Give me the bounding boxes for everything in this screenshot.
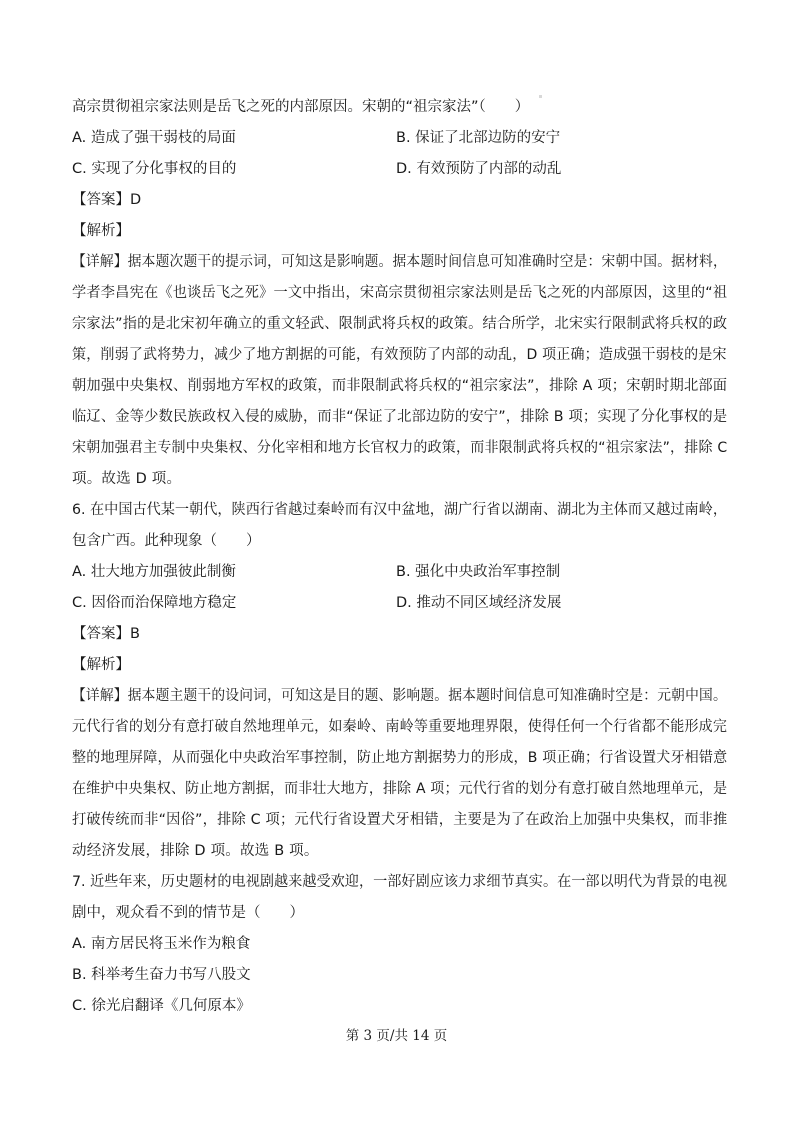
page-footer: 第 3 页/共 14 页 — [345, 1028, 448, 1044]
q5-detail-line: 【详解】据本题次题干的提示词，可知这是影响题。据本题时间信息可知准确时空是：宋朝中国。据材料， — [72, 254, 727, 270]
q6-detail-line: 动经济发展，排除 D 项。故选 B 项。 — [72, 843, 319, 859]
q7-option-a: A. 南方居民将玉米作为粮食 — [72, 936, 251, 952]
q6-option-c: C. 因俗而治保障地方稳定 — [72, 595, 237, 611]
q5-option-d: D. 有效预防了内部的动乱 — [396, 161, 562, 177]
q6-detail-line: 整的地理屏障，从而强化中央政治军事控制，防止地方割据势力的形成，B 项正确；行省设置犬牙相错意 — [72, 750, 728, 766]
q6-option-b: B. 强化中央政治军事控制 — [396, 564, 561, 580]
q5-options-row-2 — [72, 154, 727, 185]
q5-option-b: B. 保证了北部边防的安宁 — [396, 130, 561, 146]
q5-options-row-1 — [72, 123, 727, 154]
q7-stem-line-1: 7. 近些年来，历史题材的电视剧越来越受欢迎，一部好剧应该力求细节真实。在一部以明代为背景的电视 — [72, 874, 727, 890]
q6-answer: 【答案】B — [72, 626, 140, 642]
q5-analysis-label: 【解析】 — [72, 223, 130, 239]
q6-stem-line-1: 6. 在中国古代某一朝代，陕西行省越过秦岭而有汉中盆地，湖广行省以湖南、湖北为主体而又越过南岭， — [72, 502, 727, 518]
q5-detail-line: 学者李昌宪在《也谈岳飞之死》一文中指出，宋高宗贯彻祖宗家法则是岳飞之死的内部原因，这里的“祖 — [72, 285, 728, 301]
q5-detail — [72, 247, 727, 495]
q6-options-row-2 — [72, 588, 727, 619]
q6-detail — [72, 681, 727, 867]
q6-detail-line: 打破传统而非“因俗”，排除 C 项；元代行省设置犬牙相错，主要是为了在政治上加强中央集权，而非推 — [72, 812, 728, 828]
q5-detail-line: 朝加强中央集权、削弱地方军权的政策，而非限制武将兵权的“祖宗家法”，排除 A 项；宋朝时期北部面 — [72, 378, 728, 394]
q6-option-d: D. 推动不同区域经济发展 — [396, 595, 562, 611]
q5-detail-line: 项。故选 D 项。 — [72, 471, 182, 487]
q6-option-a: A. 壮大地方加强彼此制衡 — [72, 564, 236, 580]
q5-stem-line: 高宗贯彻祖宗家法则是岳飞之死的内部原因。宋朝的“祖宗家法”（ ） — [72, 99, 530, 115]
q6-analysis-label: 【解析】 — [72, 657, 130, 673]
q6-detail-line: 【详解】据本题主题干的设问词，可知这是目的题、影响题。据本题时间信息可知准确时空是：元朝中国。 — [72, 688, 727, 704]
q5-detail-line: 宋朝加强君主专制中央集权、分化宰相和地方长官权力的政策，而非限制武将兵权的“祖宗家法”，排除 C — [72, 440, 728, 456]
page-content — [72, 92, 727, 1022]
q5-detail-line: 临辽、金等少数民族政权入侵的威胁，而非“保证了北部边防的安宁”，排除 B 项；实现了分化事权的是 — [72, 409, 728, 425]
q7-option-c: C. 徐光启翻译《几何原本》 — [72, 998, 251, 1014]
q6-options-row-1 — [72, 557, 727, 588]
q7-stem-line-2: 剧中，观众看不到的情节是（ ） — [72, 905, 304, 921]
q6-stem-line-2: 包含广西。此种现象（ ） — [72, 533, 261, 549]
q5-answer: 【答案】D — [72, 192, 142, 208]
q5-detail-line: 宗家法”指的是北宋初年确立的重文轻武、限制武将兵权的政策。结合所学，北宋实行限制武将兵权的政 — [72, 316, 728, 332]
q5-option-c: C. 实现了分化事权的目的 — [72, 161, 237, 177]
q6-detail-line: 元代行省的划分有意打破自然地理单元，如秦岭、南岭等重要地理界限，使得任何一个行省都不能形成完 — [72, 719, 728, 735]
q6-detail-line: 在维护中央集权、防止地方割据，而非壮大地方，排除 A 项；元代行省的划分有意打破自然地理单元，是 — [72, 781, 728, 797]
q7-option-b: B. 科举考生奋力书写八股文 — [72, 967, 251, 983]
q5-option-a: A. 造成了强干弱枝的局面 — [72, 130, 236, 146]
q5-detail-line: 策，削弱了武将势力，减少了地方割据的可能，有效预防了内部的动乱，D 项正确；造成强干弱枝的是宋 — [72, 347, 727, 363]
